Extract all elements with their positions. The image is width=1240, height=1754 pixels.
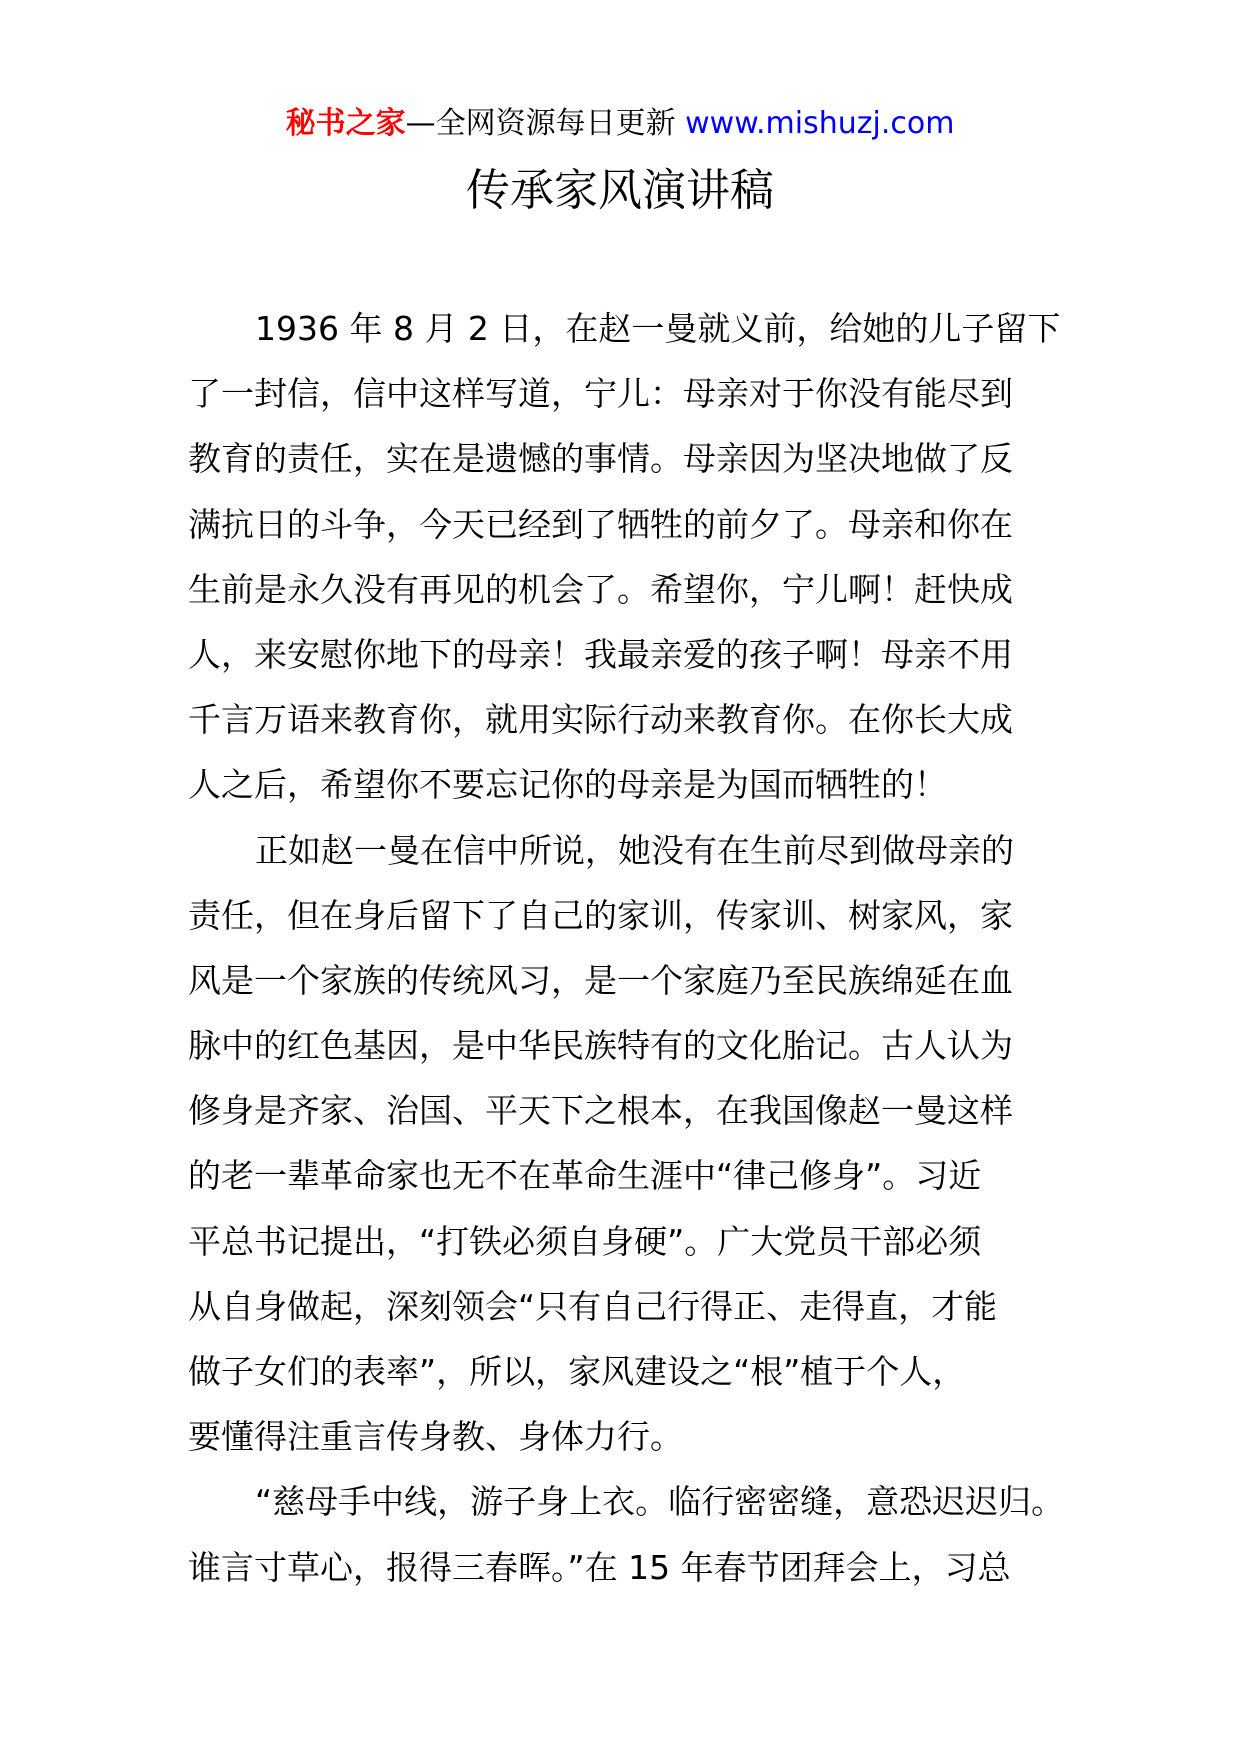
paragraph-2-line: 修身是齐家、治国、平天下之根本，在我国像赵一曼这样	[188, 1091, 1013, 1131]
paragraph-1-line: 了一封信，信中这样写道，宁儿：母亲对于你没有能尽到	[188, 374, 1013, 414]
paragraph-2-line: 正如赵一曼在信中所说，她没有在生前尽到做母亲的	[255, 830, 1014, 870]
paragraph-1-line: 人之后，希望你不要忘记你的母亲是为国而牺牲的！	[188, 765, 947, 805]
paragraph-2-line: 脉中的红色基因，是中华民族特有的文化胎记。古人认为	[188, 1026, 1013, 1066]
paragraph-1-line: 人，来安慰你地下的母亲！我最亲爱的孩子啊！母亲不用	[188, 634, 1013, 674]
paragraph-1-line: 生前是永久没有再见的机会了。希望你，宁儿啊！赶快成	[188, 569, 1013, 609]
paragraph-1-line: 千言万语来教育你，就用实际行动来教育你。在你长大成	[188, 700, 1013, 740]
document-body	[188, 296, 1068, 1600]
paragraph-3-line: 谁言寸草心，报得三春晖。”在 15 年春节团拜会上，习总	[188, 1547, 1011, 1587]
paragraph-3-line: “慈母手中线，游子身上衣。临行密密缝，意恐迟迟归。	[255, 1482, 1065, 1522]
paragraph-2-line: 从自身做起，深刻领会“只有自己行得正、走得直，才能	[188, 1286, 998, 1326]
site-url-link[interactable]: www.mishuzj.com	[685, 106, 955, 141]
paragraph-2-line: 责任，但在身后留下了自己的家训，传家训、树家风，家	[188, 895, 1013, 935]
paragraph-1-line: 教育的责任，实在是遗憾的事情。母亲因为坚决地做了反	[188, 439, 1013, 479]
paragraph-2-line: 的老一辈革命家也无不在革命生涯中“律己修身”。习近	[188, 1156, 982, 1196]
site-header	[0, 104, 1240, 144]
paragraph-1-line: 满抗日的斗争，今天已经到了牺牲的前夕了。母亲和你在	[188, 504, 1013, 544]
paragraph-2-line: 平总书记提出，“打铁必须自身硬”。广大党员干部必须	[188, 1221, 982, 1261]
paragraph-2-line: 做子女们的表率”，所以，家风建设之“根”植于个人，	[188, 1352, 966, 1391]
site-brand: 秘书之家	[285, 106, 406, 141]
site-tagline: —全网资源每日更新	[405, 106, 686, 141]
paragraph-2-line: 风是一个家族的传统风习，是一个家庭乃至民族绵延在血	[188, 960, 1013, 1000]
document-title: 传承家风演讲稿	[466, 165, 774, 216]
paragraph-2-line: 要懂得注重言传身教、身体力行。	[188, 1417, 683, 1457]
paragraph-1-line: 1936 年 8 月 2 日，在赵一曼就义前，给她的儿子留下	[255, 309, 1061, 348]
